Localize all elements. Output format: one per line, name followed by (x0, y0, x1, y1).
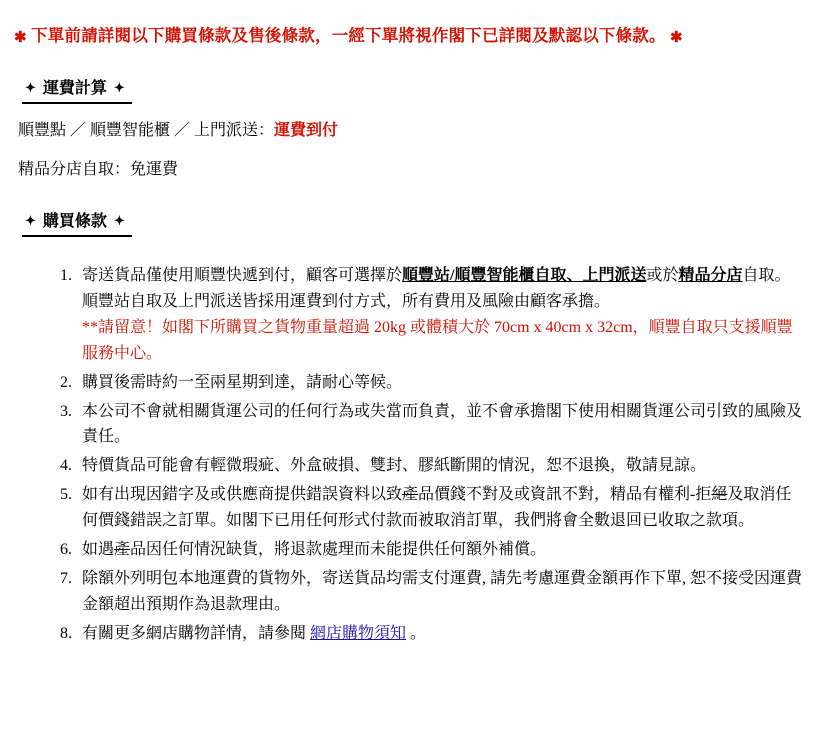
term8-suffix: 。 (410, 624, 427, 642)
term5-strike-2: 絕 (711, 486, 728, 504)
terms-section-title: 購買條款 (42, 212, 107, 230)
term1-text-part2: 或於 (646, 266, 679, 284)
term5-text-part2: 品價錢不對及或資訊不對，精品有權利-拒 (418, 486, 712, 504)
term1-underline-store: 精品分店 (678, 266, 743, 284)
list-item (76, 537, 802, 563)
term5-text-part3: 及取消任何價錢錯誤之訂單。如閣下已用任何形式付款而被取消訂單，我們將會全數退回已收取之款項。 (82, 486, 792, 530)
term1-underline-pickup: 順豐站/順豐智能櫃自取、上門派送 (402, 266, 647, 284)
terms-heading-wrap (14, 182, 802, 237)
shopping-guide-link[interactable]: 網店購物須知 (310, 624, 407, 642)
term8-prefix: 有關更多網店購物詳情，請參閱 (82, 624, 307, 642)
term5-strike-1: 產 (402, 486, 419, 504)
term6-text-part2: 品因任何情況缺貨，將退款處理而未能提供任何額外補償。 (130, 541, 547, 559)
diamond-icon: ✦ (25, 212, 36, 228)
diamond-icon: ✦ (113, 80, 125, 95)
list-item (76, 621, 802, 647)
term1-text-part1: 寄送貨品僅使用順豐快遞到付，顧客可選擇於 (82, 266, 403, 284)
term2-text: 購買後需時約一至兩星期到達，請耐心等候。 (82, 373, 403, 391)
list-item (76, 370, 802, 396)
shipping-line-delivery (18, 119, 802, 143)
terms-section-heading (22, 212, 132, 237)
diamond-icon: ✦ (113, 212, 125, 228)
list-item (76, 399, 802, 451)
asterisk-icon: ✱ (670, 30, 683, 46)
term5-text-part1: 如有出現因錯字及或供應商提供錯誤資料以致 (82, 486, 403, 504)
shipping-heading-wrap (14, 49, 802, 104)
term1-text-part3: 自取。順豐站自取及上門派送皆採用運費到付方式，所有費用及風險由顧客承擔。 (82, 266, 791, 310)
list-item (76, 263, 802, 367)
shipping-section-heading (22, 79, 132, 104)
asterisk-icon: ✱ (14, 30, 27, 46)
shipping-line-pickup: 精品分店自取：免運費 (18, 160, 179, 178)
list-item (76, 453, 802, 479)
list-item (76, 482, 802, 534)
terms-list (14, 263, 802, 647)
term6-text-part1: 如遇 (82, 541, 115, 559)
term7-text: 除額外列明包本地運費的貨物外，寄送貨品均需支付運費, 請先考慮運費金額再作下單, 恕不接受因運費金額超出預期作為退款理由。 (82, 569, 803, 613)
term4-text: 特價貨品可能會有輕微瑕疵、外盒破損、雙封、膠紙斷開的情況，恕不退換，敬請見諒。 (82, 457, 707, 475)
shipping-delivery-value: 運費到付 (274, 121, 339, 139)
top-notice (14, 24, 802, 49)
diamond-icon: ✦ (25, 80, 36, 95)
term1-warning: **請留意！如閣下所購買之貨物重量超過 20kg 或體積大於 70cm x 40cm x 32cm，順豐自取只支援順豐服務中心。 (82, 319, 793, 362)
term3-text: 本公司不會就相關貨運公司的任何行為或失當而負責，並不會承擔閣下使用相關貨運公司引致的風險及責任。 (82, 402, 803, 446)
term6-strike: 產 (114, 541, 131, 559)
top-notice-text: 下單前請詳閱以下購買條款及售後條款，一經下單將視作閣下已詳閱及默認以下條款。 (31, 26, 666, 45)
list-item (76, 566, 802, 618)
shipping-section-title: 運費計算 (42, 80, 107, 97)
shipping-delivery-label: 順豐點 ／ 順豐智能櫃 ／ 上門派送： (18, 121, 275, 139)
